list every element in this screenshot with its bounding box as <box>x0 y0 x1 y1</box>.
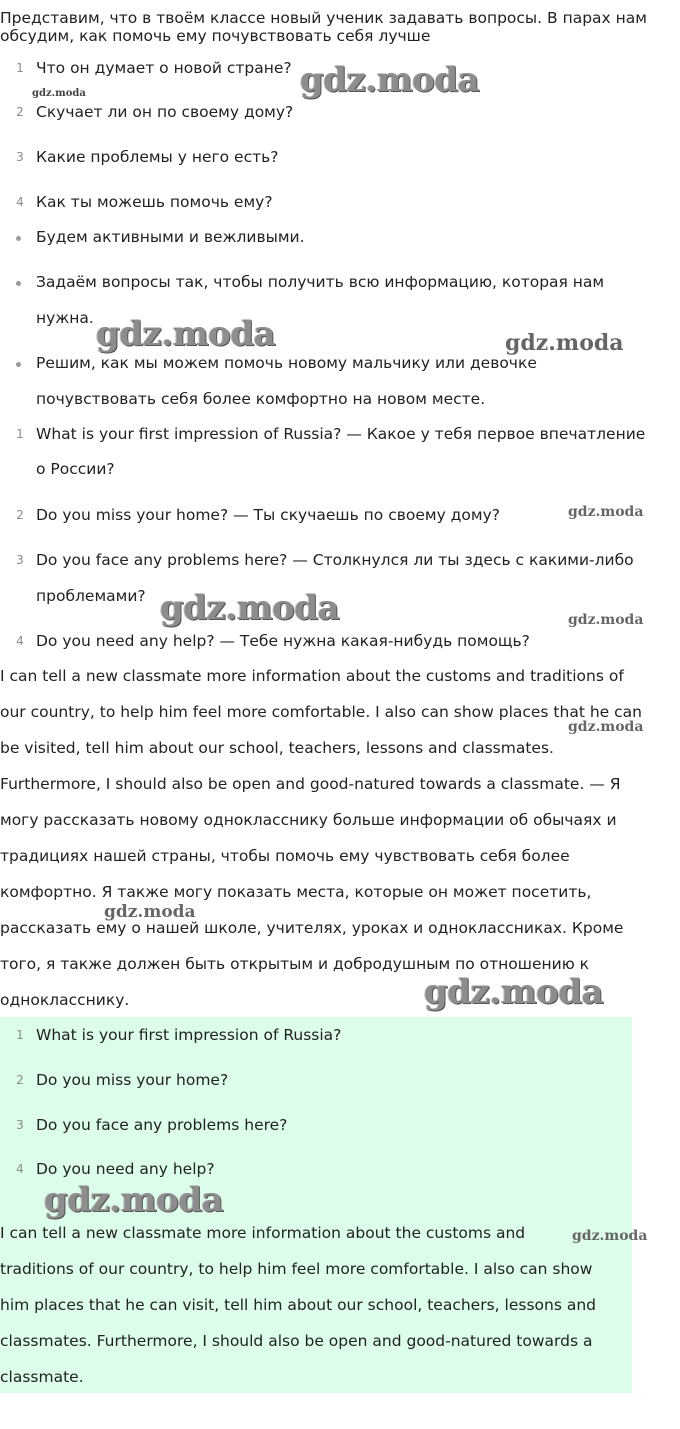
list-item: Какие проблемы у него есть? <box>36 148 279 166</box>
watermark: gdz.moda <box>424 972 604 1012</box>
list-marker: 3 <box>16 553 24 567</box>
list-item-cont: проблемами? <box>36 587 146 605</box>
list-marker: 3 <box>16 150 24 164</box>
watermark: gdz.moda <box>104 902 196 922</box>
bullet-item: Задаём вопросы так, чтобы получить всю информацию, которая нам <box>36 273 605 291</box>
bullet-item: Решим, как мы можем помочь новому мальчику или девочке <box>36 354 537 372</box>
paragraph-line: комфортно. Я также могу показать места, которые он может посетить, <box>0 883 592 901</box>
bullet-dot <box>16 281 21 286</box>
list-item: What is your first impression of Russia? <box>36 1026 342 1044</box>
watermark: gdz.moda <box>44 1180 224 1220</box>
list-item: Как ты можешь помочь ему? <box>36 193 273 211</box>
watermark: gdz.moda <box>300 60 480 100</box>
list-item: Do you miss your home? — Ты скучаешь по своему дому? <box>36 506 500 524</box>
paragraph-line: того, я также должен быть открытым и добродушным по отношению к <box>0 955 590 973</box>
list-marker: 4 <box>16 195 24 209</box>
list-item: What is your first impression of Russia? — Какое у тебя первое впечатление <box>36 425 646 443</box>
list-marker: 4 <box>16 634 24 648</box>
paragraph-line: classmate. <box>0 1368 84 1386</box>
bullet-item-cont: нужна. <box>36 309 94 327</box>
list-marker: 1 <box>16 61 24 75</box>
list-item: Что он думает о новой стране? <box>36 59 292 77</box>
paragraph-line: могу рассказать новому однокласснику больше информации об обычаях и <box>0 811 617 829</box>
intro-cut-line: обсудим, как помочь ему почувствовать себя лучше <box>0 27 431 45</box>
watermark: gdz.moda <box>568 719 644 735</box>
paragraph-line: traditions of our country, to help him feel more comfortable. I also can show <box>0 1260 593 1278</box>
list-marker: 1 <box>16 427 24 441</box>
paragraph-line: однокласснику. <box>0 991 130 1009</box>
paragraph-line: our country, to help him feel more comfortable. I also can show places that he can <box>0 703 642 721</box>
list-marker: 1 <box>16 1028 24 1042</box>
paragraph-line: I can tell a new classmate more information about the customs and <box>0 1224 526 1242</box>
paragraph-line: традициях нашей страны, чтобы помочь ему чувствовать себя более <box>0 847 570 865</box>
paragraph-line: рассказать ему о нашей школе, учителях, уроках и одноклассниках. Кроме <box>0 919 624 937</box>
intro-line: Представим, что в твоём классе новый ученик задавать вопросы. В парах нам <box>0 9 647 27</box>
paragraph-line: Furthermore, I should also be open and good-natured towards a classmate. — Я <box>0 775 621 793</box>
bullet-item: Будем активными и вежливыми. <box>36 228 305 246</box>
list-item: Do you face any problems here? <box>36 1116 288 1134</box>
watermark: gdz.moda <box>572 1228 648 1244</box>
list-item: Скучает ли он по своему дому? <box>36 103 294 121</box>
watermark: gdz.moda <box>568 612 644 628</box>
list-marker: 2 <box>16 1073 24 1087</box>
list-item: Do you need any help? <box>36 1160 215 1178</box>
watermark: gdz.moda <box>96 314 276 354</box>
list-item: Do you face any problems here? — Столкнулся ли ты здесь с какими-либо <box>36 551 634 569</box>
watermark: gdz.moda <box>505 330 624 356</box>
paragraph-line: classmates. Furthermore, I should also be open and good-natured towards a <box>0 1332 593 1350</box>
paragraph-line: him places that he can visit, tell him about our school, teachers, lessons and <box>0 1296 596 1314</box>
list-item-cont: о России? <box>36 460 115 478</box>
list-marker: 2 <box>16 105 24 119</box>
paragraph-line: I can tell a new classmate more information about the customs and traditions of <box>0 667 624 685</box>
bullet-dot <box>16 236 21 241</box>
list-item: Do you miss your home? <box>36 1071 229 1089</box>
bullet-item-cont: почувствовать себя более комфортно на новом месте. <box>36 390 486 408</box>
watermark: gdz.moda <box>568 504 644 520</box>
list-marker: 4 <box>16 1162 24 1176</box>
list-marker: 3 <box>16 1118 24 1132</box>
list-marker: 2 <box>16 508 24 522</box>
bullet-dot <box>16 362 21 367</box>
paragraph-line: be visited, tell him about our school, teachers, lessons and classmates. <box>0 739 554 757</box>
list-item: Do you need any help? — Тебе нужна какая-нибудь помощь? <box>36 632 530 650</box>
watermark: gdz.moda <box>160 588 340 628</box>
watermark: gdz.moda <box>32 88 86 99</box>
